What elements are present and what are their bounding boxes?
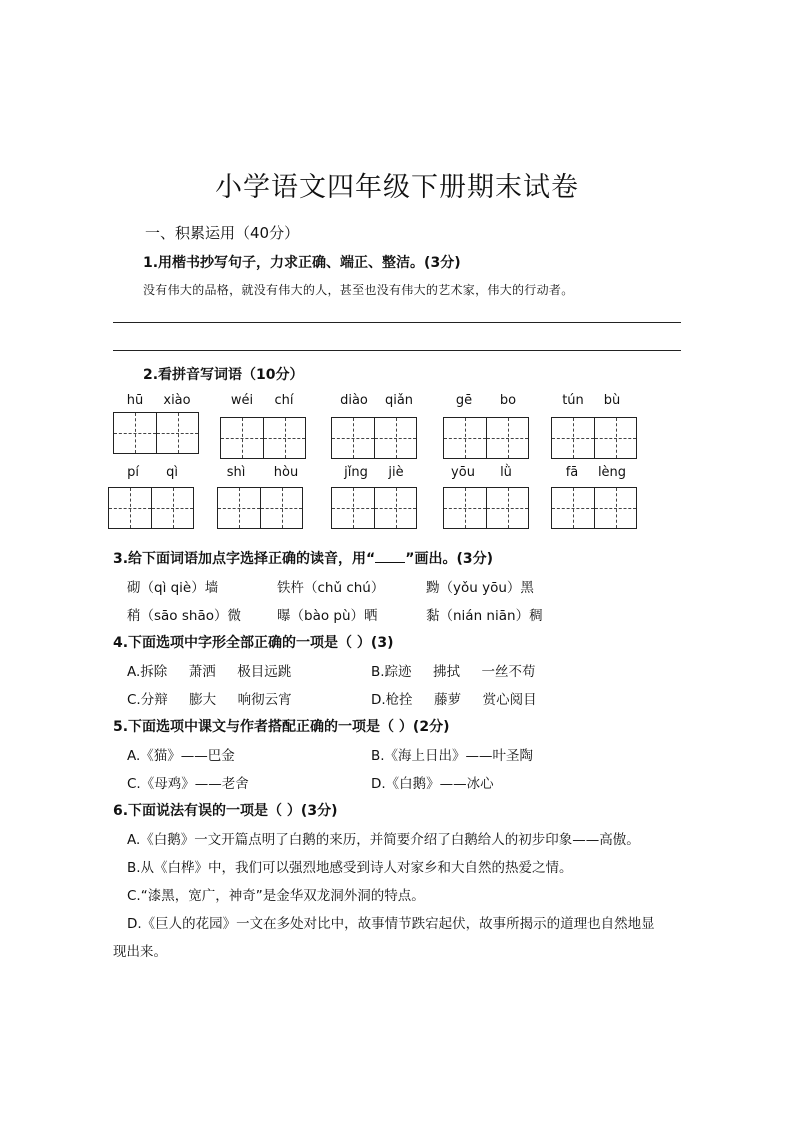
question-3-heading	[113, 548, 493, 568]
pinyin-label: bo	[499, 393, 517, 408]
page-title: 小学语文四年级下册期末试卷	[215, 172, 579, 203]
question-6-heading: 6.下面说法有误的一项是（ ）(3分)	[113, 803, 338, 819]
pinyin-label: tún	[562, 393, 584, 408]
answer-option-d[interactable]: D.《巨人的花园》一文在多处对比中，故事情节跌宕起伏，故事所揭示的道理也自然地显	[127, 916, 655, 932]
question-3-heading-start: 3.给下面词语加点字选择正确的读音，用“	[113, 551, 376, 567]
reading-option[interactable]: 铁杵（chǔ chú）	[277, 580, 385, 596]
answer-option-b[interactable]: B.从《白桦》中，我们可以强烈地感受到诗人对家乡和大自然的热爱之情。	[127, 860, 573, 876]
pinyin-label: hū	[126, 393, 144, 408]
question-1-heading: 1.用楷书抄写句子，力求正确、端正、整洁。(3分)	[143, 255, 461, 271]
character-grid[interactable]	[113, 412, 199, 454]
character-grid[interactable]	[217, 487, 303, 529]
pinyin-label: chí	[274, 393, 294, 408]
question-5-heading: 5.下面选项中课文与作者搭配正确的一项是（ ）(2分)	[113, 719, 450, 735]
answer-option-a[interactable]: A.拆除 萧洒 极目远跳	[127, 664, 292, 680]
character-grid[interactable]	[331, 417, 417, 459]
answer-option-d[interactable]: D.《白鹅》——冰心	[371, 776, 494, 792]
pinyin-label: shì	[226, 465, 246, 480]
pinyin-label: hòu	[273, 465, 299, 480]
pinyin-label: lèng	[597, 465, 627, 480]
character-grid[interactable]	[443, 417, 529, 459]
character-grid[interactable]	[551, 487, 637, 529]
answer-option-a[interactable]: A.《白鹅》一文开篇点明了白鹅的来历，并简要介绍了白鹅给人的初步印象——高傲。	[127, 832, 640, 848]
pinyin-label: wéi	[230, 393, 254, 408]
answer-option-d-continued: 现出来。	[113, 944, 167, 960]
answer-option-b[interactable]: B.踪迹 拂拭 一丝不苟	[371, 664, 536, 680]
question-1-sentence: 没有伟大的品格，就没有伟大的人，甚至也没有伟大的艺术家，伟大的行动者。	[143, 283, 574, 297]
answer-option-c[interactable]: C.分辩 膨大 响彻云宵	[127, 692, 292, 708]
question-2-heading: 2.看拼音写词语（10分）	[143, 367, 304, 383]
pinyin-label: jǐng	[344, 465, 368, 480]
character-grid[interactable]	[331, 487, 417, 529]
reading-option[interactable]: 稍（sāo shāo）微	[127, 608, 241, 624]
character-grid[interactable]	[443, 487, 529, 529]
writing-line[interactable]	[113, 322, 681, 323]
pinyin-label: diào	[340, 393, 368, 408]
pinyin-label: xiào	[163, 393, 191, 408]
answer-option-a[interactable]: A.《猫》——巴金	[127, 748, 235, 764]
pinyin-label: fā	[565, 465, 579, 480]
pinyin-label: lǜ	[500, 465, 512, 480]
pinyin-label: jiè	[388, 465, 404, 480]
reading-option[interactable]: 砌（qì qiè）墙	[127, 580, 219, 596]
pinyin-label: pí	[127, 465, 139, 480]
pinyin-label: qì	[166, 465, 178, 480]
writing-line[interactable]	[113, 350, 681, 351]
pinyin-label: yōu	[451, 465, 475, 480]
answer-option-d[interactable]: D.枪拴 藤萝 赏心阅目	[371, 692, 537, 708]
character-grid[interactable]	[220, 417, 306, 459]
answer-blank	[375, 550, 405, 563]
answer-option-c[interactable]: C.《母鸡》——老舍	[127, 776, 249, 792]
pinyin-label: qiǎn	[384, 393, 414, 408]
question-4-heading: 4.下面选项中字形全部正确的一项是（ ）(3)	[113, 635, 394, 651]
pinyin-label: gē	[455, 393, 473, 408]
answer-option-c[interactable]: C.“漆黑，宽广，神奇”是金华双龙洞外洞的特点。	[127, 888, 425, 904]
reading-option[interactable]: 黏（nián niān）稠	[426, 608, 543, 624]
pinyin-label: bù	[603, 393, 621, 408]
character-grid[interactable]	[551, 417, 637, 459]
reading-option[interactable]: 黝（yǒu yōu）黑	[426, 580, 534, 596]
reading-option[interactable]: 曝（bào pù）晒	[277, 608, 378, 624]
character-grid[interactable]	[108, 487, 194, 529]
question-3-heading-end: ”画出。(3分)	[405, 551, 494, 567]
section-heading: 一、积累运用（40分）	[145, 224, 300, 242]
answer-option-b[interactable]: B.《海上日出》——叶圣陶	[371, 748, 534, 764]
